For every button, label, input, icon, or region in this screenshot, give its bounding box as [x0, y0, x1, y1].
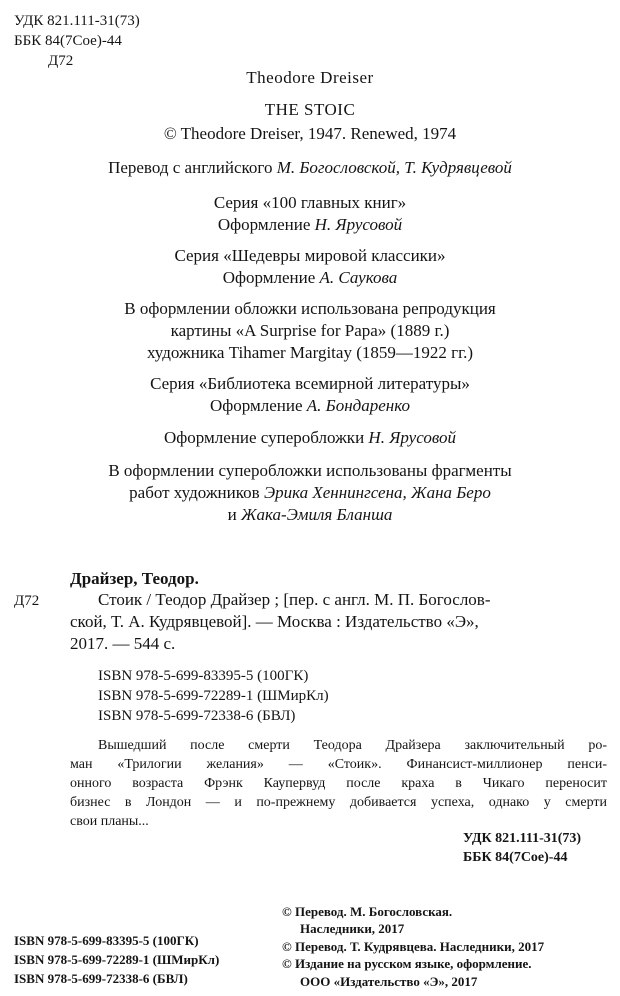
- series-2-designer: А. Саукова: [319, 268, 398, 287]
- catalog-author: Драйзер, Теодор.: [70, 569, 199, 588]
- series-3-design: [0, 395, 620, 417]
- footer-isbn-list: [14, 931, 219, 988]
- translators: М. Богословской, Т. Кудрявцевой: [276, 158, 512, 177]
- series-2-design: [0, 267, 620, 289]
- classification-bbk: ББК 84(7Сое)-44: [463, 850, 568, 865]
- classification-udk: УДК 821.111-31(73): [463, 831, 582, 846]
- annotation-line-3: онного возраста Фрэнк Каупервуд после краха в Чикаго переносит: [70, 776, 607, 791]
- translation-prefix: Перевод с английского: [108, 158, 277, 177]
- series-1-design: [0, 214, 620, 236]
- catalog-desc-line-1: Стоик / Теодор Драйзер ; [пер. с англ. М. П. Богослов-: [98, 590, 491, 609]
- design-prefix: Оформление: [209, 396, 307, 415]
- supercover-line-3-prefix: и: [227, 505, 241, 524]
- series-3: Серия «Библиотека всемирной литературы»: [150, 374, 470, 393]
- cover-line-2: картины «A Surprise for Papa» (1889 г.): [170, 321, 450, 340]
- supercover-line-1: В оформлении суперобложки использованы фрагменты: [108, 461, 512, 480]
- annotation-line-5: свои планы...: [70, 814, 149, 829]
- supercover-line-2-prefix: работ художников: [129, 483, 264, 502]
- supercover-line-2: [0, 482, 620, 504]
- cover-line-1: В оформлении обложки использована репродукция: [124, 299, 496, 318]
- catalog-isbn-1: ISBN 978-5-699-83395-5 (100ГК): [98, 668, 309, 684]
- rights-line-2: Наследники, 2017: [300, 921, 405, 937]
- series-1: Серия «100 главных книг»: [213, 193, 407, 212]
- annotation-line-4: бизнес в Лондон — и по-прежнему добивается успеха, однако у смерти: [70, 795, 607, 810]
- supercover-artists-1: Эрика Хеннингсена, Жана Беро: [263, 483, 491, 502]
- classification: [463, 829, 581, 867]
- copyright-english: © Theodore Dreiser, 1947. Renewed, 1974: [163, 124, 457, 143]
- footer-isbn-3: ISBN 978-5-699-72338-6 (БВЛ): [14, 971, 188, 986]
- rights-line-4: © Издание на русском языке, оформление.: [282, 956, 532, 972]
- catalog-isbn-2: ISBN 978-5-699-72289-1 (ШМирКл): [98, 688, 329, 704]
- header-code: Д72: [48, 53, 74, 69]
- footer-isbn-2: ISBN 978-5-699-72289-1 (ШМирКл): [14, 952, 220, 967]
- catalog-desc-line-2: ской, Т. А. Кудрявцевой]. — Москва : Издательство «Э»,: [70, 612, 479, 631]
- series-3-designer: А. Бондаренко: [306, 396, 411, 415]
- catalog-desc-line-3: 2017. — 544 с.: [70, 634, 176, 653]
- annotation-line-1: Вышедший после смерти Теодора Драйзера заключительный ро-: [98, 738, 607, 753]
- supercover-line-3: [0, 504, 620, 526]
- catalog-isbn-list: [98, 666, 329, 726]
- design-prefix: Оформление: [222, 268, 320, 287]
- design-prefix: Оформление: [217, 215, 315, 234]
- annotation-line-2: ман «Трилогии желания» — «Стоик». Финансист-миллионер пенси-: [70, 757, 607, 772]
- rights-line-3: © Перевод. Т. Кудрявцева. Наследники, 2017: [282, 938, 545, 954]
- series-2: Серия «Шедевры мировой классики»: [174, 246, 446, 265]
- supercover-prefix: Оформление суперобложки: [164, 428, 369, 447]
- annotation: [70, 736, 607, 831]
- header-bbk: ББК 84(7Сое)-44: [14, 33, 122, 49]
- header-udk: УДК 821.111-31(73): [14, 13, 140, 29]
- catalog-isbn-3: ISBN 978-5-699-72338-6 (БВЛ): [98, 708, 296, 724]
- supercover-artists-2: Жака-Эмиля Бланша: [240, 505, 393, 524]
- series-1-designer: Н. Ярусовой: [314, 215, 403, 234]
- cover-line-3: художника Tihamer Margitay (1859—1922 гг.): [146, 343, 474, 362]
- catalog-description: [70, 589, 607, 655]
- supercover-designer: Н. Ярусовой: [368, 428, 456, 447]
- footer-isbn-1: ISBN 978-5-699-83395-5 (100ГК): [14, 933, 199, 948]
- supercover-design: [0, 427, 620, 449]
- rights-line-1: © Перевод. М. Богословская.: [282, 904, 453, 919]
- author-english: Theodore Dreiser: [246, 68, 374, 87]
- title-english: THE STOIC: [264, 100, 356, 119]
- rights-line-5: ООО «Издательство «Э», 2017: [300, 973, 478, 989]
- footer-rights: [282, 903, 544, 990]
- translation-credit: [0, 157, 620, 179]
- catalog-code: Д72: [14, 593, 40, 609]
